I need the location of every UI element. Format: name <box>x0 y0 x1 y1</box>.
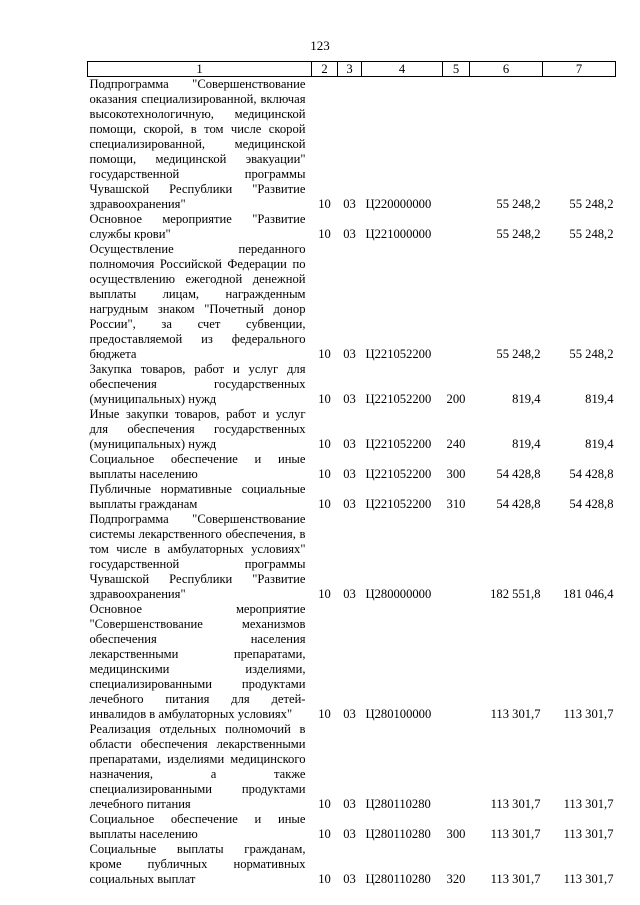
header-col-6: 6 <box>470 62 543 77</box>
row-section-cell: 10 <box>318 872 331 886</box>
table-row <box>88 77 616 213</box>
row-name-cell: Подпрограмма "Совершенствование оказания специализированной, включая высокотехнологичную, медицинской помощи, скорой, в том числе скорой специализированной, медицинской помощи, медицинской эвакуации" государственной программы Чувашской Республики "Развитие здравоохранения" <box>89 77 306 211</box>
row-subsection-cell: 03 <box>343 587 356 601</box>
row-name-cell: Закупка товаров, работ и услуг для обеспечения государственных (муниципальных) нужд <box>89 362 306 406</box>
row-target-article-cell: Ц280110280 <box>365 827 431 841</box>
row-section-cell: 10 <box>318 467 331 481</box>
page-number: 123 <box>310 38 330 53</box>
table-row <box>88 482 616 512</box>
row-subsection-cell: 03 <box>343 827 356 841</box>
table-row <box>88 602 616 722</box>
row-target-article-cell: Ц221052200 <box>365 497 432 511</box>
row-expense-type-cell: 240 <box>446 437 466 451</box>
header-col-7: 7 <box>543 62 616 77</box>
row-expense-type-cell <box>443 212 470 242</box>
table-row <box>88 407 616 452</box>
header-col-5: 5 <box>443 62 470 77</box>
row-expense-type-cell: 320 <box>446 872 466 886</box>
row-subsection-cell: 03 <box>343 392 356 406</box>
row-section-cell: 10 <box>318 437 331 451</box>
row-amount-year2-cell: 55 248,2 <box>569 197 614 211</box>
table-row <box>88 842 616 887</box>
row-amount-year1-cell: 54 428,8 <box>496 497 541 511</box>
row-section-cell: 10 <box>318 797 331 811</box>
table-row <box>88 512 616 602</box>
row-amount-year1-cell: 55 248,2 <box>496 197 541 211</box>
table-row <box>88 812 616 842</box>
table-body <box>88 77 616 888</box>
table-header-row <box>88 62 616 77</box>
row-name-cell: Основное мероприятие "Совершенствование механизмов обеспечения населения лекарственными препаратами, медицинскими изделиями, специализированными продуктами лечебного питания для детей-инвалидов в амбулаторных условиях" <box>89 602 306 721</box>
row-section-cell: 10 <box>318 827 331 841</box>
row-target-article-cell: Ц221052200 <box>365 437 432 451</box>
row-subsection-cell: 03 <box>343 437 356 451</box>
row-subsection-cell: 03 <box>343 197 356 211</box>
row-target-article-cell: Ц280110280 <box>365 797 431 811</box>
row-amount-year2-cell: 819,4 <box>585 437 614 451</box>
row-subsection-cell: 03 <box>343 497 356 511</box>
row-expense-type-cell <box>443 77 470 213</box>
row-amount-year2-cell: 181 046,4 <box>563 587 614 601</box>
row-target-article-cell: Ц221052200 <box>365 392 432 406</box>
row-amount-year1-cell: 54 428,8 <box>496 467 541 481</box>
row-target-article-cell: Ц221052200 <box>365 467 432 481</box>
row-target-article-cell: Ц221052200 <box>365 347 432 361</box>
row-subsection-cell: 03 <box>343 347 356 361</box>
row-amount-year2-cell: 113 301,7 <box>563 797 614 811</box>
row-name-cell: Иные закупки товаров, работ и услуг для обеспечения государственных (муниципальных) нужд <box>89 407 306 451</box>
row-name-cell: Социальное обеспечение и иные выплаты населению <box>89 812 306 841</box>
row-subsection-cell: 03 <box>343 467 356 481</box>
row-name-cell: Основное мероприятие "Развитие службы крови" <box>89 212 306 241</box>
row-amount-year1-cell: 113 301,7 <box>490 827 541 841</box>
row-amount-year2-cell: 113 301,7 <box>563 872 614 886</box>
row-section-cell: 10 <box>318 707 331 721</box>
header-col-1: 1 <box>88 62 312 77</box>
row-amount-year2-cell: 55 248,2 <box>569 347 614 361</box>
row-amount-year1-cell: 55 248,2 <box>496 347 541 361</box>
row-amount-year1-cell: 113 301,7 <box>490 707 541 721</box>
table-row <box>88 452 616 482</box>
row-subsection-cell: 03 <box>343 872 356 886</box>
row-subsection-cell: 03 <box>343 707 356 721</box>
row-amount-year1-cell: 113 301,7 <box>490 872 541 886</box>
row-amount-year2-cell: 113 301,7 <box>563 827 614 841</box>
row-expense-type-cell <box>443 512 470 602</box>
row-amount-year2-cell: 54 428,8 <box>569 497 614 511</box>
row-expense-type-cell: 300 <box>446 827 466 841</box>
row-expense-type-cell <box>443 242 470 362</box>
row-name-cell: Осуществление переданного полномочия Российской Федерации по осуществлению ежегодной денежной выплаты лицам, награжденным нагрудным знаком "Почетный донор России", за счет субвенции, предоставляемой из федерального бюджета <box>89 242 306 361</box>
row-target-article-cell: Ц220000000 <box>365 197 432 211</box>
row-section-cell: 10 <box>318 392 331 406</box>
header-col-4: 4 <box>362 62 443 77</box>
row-amount-year2-cell: 819,4 <box>585 392 614 406</box>
row-expense-type-cell: 300 <box>446 467 466 481</box>
row-name-cell: Публичные нормативные социальные выплаты гражданам <box>89 482 306 511</box>
row-name-cell: Подпрограмма "Совершенствование системы лекарственного обеспечения, в том числе в амбулаторных условиях" государственной программы Чувашской Республики "Развитие здравоохранения" <box>89 512 306 601</box>
row-name-cell: Социальные выплаты гражданам, кроме публичных нормативных социальных выплат <box>89 842 306 886</box>
row-amount-year1-cell: 55 248,2 <box>496 227 541 241</box>
row-amount-year2-cell: 54 428,8 <box>569 467 614 481</box>
row-name-cell: Реализация отдельных полномочий в области обеспечения лекарственными препаратами, изделиями медицинского назначения, а также специализированными продуктами лечебного питания <box>89 722 306 811</box>
table-row <box>88 212 616 242</box>
row-section-cell: 10 <box>318 497 331 511</box>
row-amount-year2-cell: 55 248,2 <box>569 227 614 241</box>
row-amount-year1-cell: 113 301,7 <box>490 797 541 811</box>
row-expense-type-cell <box>443 602 470 722</box>
row-subsection-cell: 03 <box>343 797 356 811</box>
row-target-article-cell: Ц221000000 <box>365 227 432 241</box>
row-name-cell: Социальное обеспечение и иные выплаты населению <box>89 452 306 481</box>
row-section-cell: 10 <box>318 587 331 601</box>
row-section-cell: 10 <box>318 347 331 361</box>
table-row <box>88 362 616 407</box>
row-amount-year1-cell: 819,4 <box>512 392 541 406</box>
row-target-article-cell: Ц280110280 <box>365 872 431 886</box>
row-subsection-cell: 03 <box>343 227 356 241</box>
row-expense-type-cell: 200 <box>446 392 466 406</box>
row-amount-year1-cell: 819,4 <box>512 437 541 451</box>
row-target-article-cell: Ц280100000 <box>365 707 432 721</box>
row-section-cell: 10 <box>318 197 331 211</box>
table-row <box>88 722 616 812</box>
row-expense-type-cell: 310 <box>446 497 466 511</box>
header-col-3: 3 <box>338 62 362 77</box>
row-expense-type-cell <box>443 722 470 812</box>
budget-table <box>87 61 616 887</box>
row-section-cell: 10 <box>318 227 331 241</box>
header-col-2: 2 <box>312 62 338 77</box>
row-amount-year1-cell: 182 551,8 <box>490 587 541 601</box>
row-amount-year2-cell: 113 301,7 <box>563 707 614 721</box>
row-target-article-cell: Ц280000000 <box>365 587 432 601</box>
table-row <box>88 242 616 362</box>
